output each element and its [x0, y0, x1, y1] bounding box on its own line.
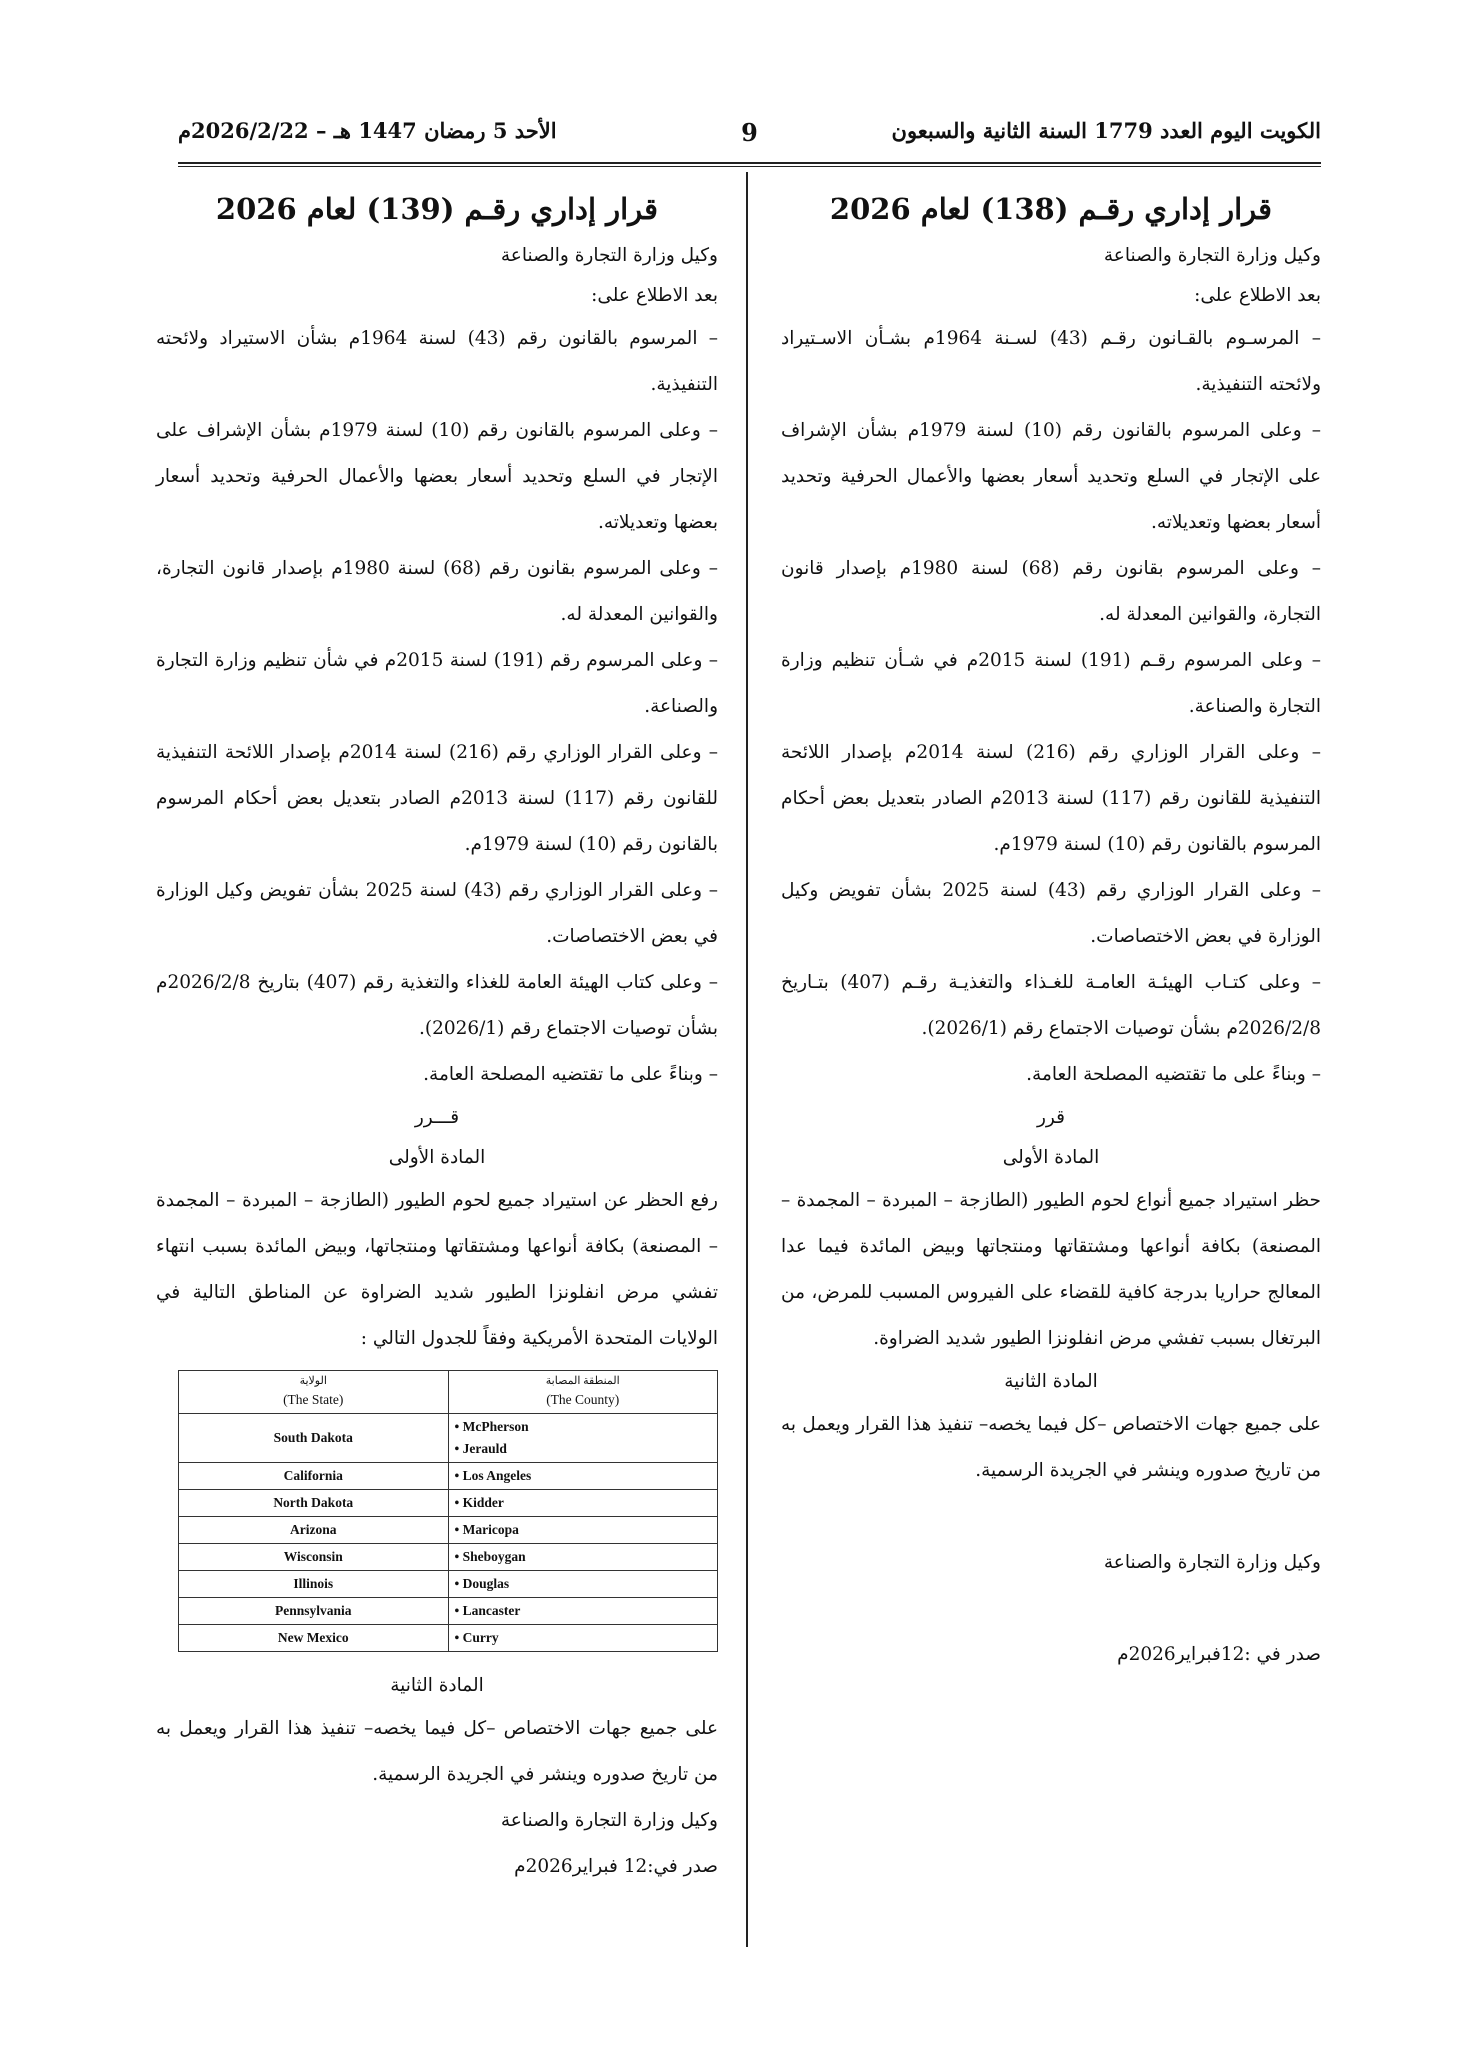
decision-139-article2-heading: المادة الثانية	[390, 1675, 484, 1696]
decision-139-article1-text: رفع الحظر عن استيراد جميع لحوم الطيور (الطازجة – المبردة – المجمدة – المصنعة) بكافة أنواعها ومشتقاتها ومنتجاتها، وبيض المائدة بسبب انتهاء تفشي مرض انفلونزا الطيور شديد الضراوة عن المناطق التالية في الولايات المتحدة الأمريكية وفقاً للجدول التالي :	[156, 1190, 718, 1349]
decision-138-article2-text: على جميع جهات الاختصاص –كل فيما يخصه– تنفيذ هذا القرار ويعمل به من تاريخ صدوره وينشر في الجريدة الرسمية.	[781, 1414, 1321, 1481]
county-item: • Jerauld	[454, 1441, 507, 1456]
table-row	[179, 1517, 718, 1544]
county-cell: • Douglas	[448, 1571, 718, 1598]
decision-139-signature: وكيل وزارة التجارة والصناعة	[500, 1810, 718, 1831]
decision-138-issuer: وكيل وزارة التجارة والصناعة	[1103, 245, 1321, 266]
decision-139-recital: – وعلى المرسوم بالقانون رقم (10) لسنة 1979م بشأن الإشراف على الإتجار في السلع وتحديد أسعار بعضها والأعمال الحرفية وتحديد أسعار بعضها وتعديلاته.	[156, 420, 718, 533]
county-cell: • Los Angeles	[448, 1463, 718, 1490]
decision-139-issued: صدر في:12 فبراير2026م	[514, 1856, 718, 1877]
county-cell: • Kidder	[448, 1490, 718, 1517]
decision-139-after-review: بعد الاطلاع على:	[591, 285, 718, 306]
decision-138-recital: – وبناءً على ما تقتضيه المصلحة العامة.	[1026, 1064, 1321, 1085]
county-cell: • Lancaster	[448, 1598, 718, 1625]
state-cell: Pennsylvania	[179, 1598, 449, 1625]
decision-139-recital: – وعلى كتاب الهيئة العامة للغذاء والتغذية رقم (407) بتاريخ 2026/2/8م بشأن توصيات الاجتماع رقم (2026/1).	[156, 972, 718, 1039]
decision-138-decided: قرر	[1037, 1107, 1065, 1128]
county-cell: • Curry	[448, 1625, 718, 1652]
table-row	[179, 1571, 718, 1598]
page-header	[178, 118, 1321, 158]
column-divider	[746, 172, 748, 1947]
decision-139-recital: – وبناءً على ما تقتضيه المصلحة العامة.	[423, 1064, 718, 1085]
state-column-header	[179, 1371, 449, 1414]
decision-138-after-review: بعد الاطلاع على:	[1194, 285, 1321, 306]
state-cell: North Dakota	[179, 1490, 449, 1517]
decision-139	[156, 182, 718, 1890]
decision-138-title: قرار إداري رقـم (138) لعام 2026	[829, 192, 1273, 226]
decision-139-recital: – وعلى المرسوم رقم (191) لسنة 2015م في شأن تنظيم وزارة التجارة والصناعة.	[156, 650, 718, 717]
state-cell: South Dakota	[179, 1414, 449, 1463]
county-item: • McPherson	[454, 1419, 529, 1434]
state-header-en: (The State)	[283, 1392, 344, 1407]
page-number: 9	[741, 118, 758, 147]
table-header-row	[179, 1371, 718, 1414]
decision-138-issued: صدر في :12فبراير2026م	[1117, 1644, 1321, 1665]
decision-138-recital: – وعلى كتـاب الهيئـة العامـة للغـذاء والتغذيـة رقـم (407) بتـاريخ 2026/2/8م بشأن توصيات الاجتماع رقم (2026/1).	[781, 972, 1321, 1039]
decision-139-issuer: وكيل وزارة التجارة والصناعة	[500, 245, 718, 266]
header-rule	[178, 162, 1321, 164]
decision-139-recital: – المرسوم بالقانون رقم (43) لسنة 1964م بشأن الاستيراد ولائحته التنفيذية.	[156, 328, 719, 395]
table-row	[179, 1414, 718, 1463]
county-cell: • Sheboygan	[448, 1544, 718, 1571]
decision-139-recital: – وعلى القرار الوزاري رقم (216) لسنة 2014م بإصدار اللائحة التنفيذية للقانون رقم (117) لسنة 2013م الصادر بتعديل بعض أحكام المرسوم بالقانون رقم (10) لسنة 1979م.	[156, 742, 718, 855]
affected-areas-table	[178, 1370, 718, 1652]
table-row	[179, 1598, 718, 1625]
county-column-header	[448, 1371, 718, 1414]
table-row	[179, 1490, 718, 1517]
gazette-issue-info: الكويت اليوم العدد 1779 السنة الثانية والسبعون	[891, 118, 1321, 143]
state-cell: Arizona	[179, 1517, 449, 1544]
table-row	[179, 1544, 718, 1571]
decision-138-recital: – المرسـوم بالقـانون رقـم (43) لسـنة 1964م بشـأن الاسـتيراد ولائحته التنفيذية.	[781, 328, 1321, 395]
header-rule-thin	[178, 166, 1321, 167]
state-cell: New Mexico	[179, 1625, 449, 1652]
decision-138-recital: – وعلى القرار الوزاري رقم (43) لسنة 2025 بشأن تفويض وكيل الوزارة في بعض الاختصاصات.	[781, 880, 1322, 947]
decision-138-recital: – وعلى المرسوم بالقانون رقم (10) لسنة 1979م بشأن الإشراف على الإتجار في السلع وتحديد أسعار بعضها والأعمال الحرفية وتحديد أسعار بعضها وتعديلاته.	[781, 420, 1321, 533]
decision-139-article1-heading: المادة الأولى	[388, 1147, 486, 1168]
table-row	[179, 1463, 718, 1490]
county-header-ar: المنطقة المصابة	[545, 1375, 620, 1387]
decision-139-article2-text: على جميع جهات الاختصاص –كل فيما يخصه– تنفيذ هذا القرار ويعمل به من تاريخ صدوره وينشر في الجريدة الرسمية.	[156, 1718, 718, 1785]
state-cell: California	[179, 1463, 449, 1490]
state-cell: Illinois	[179, 1571, 449, 1598]
decision-138-recital: – وعلى المرسوم بقانون رقم (68) لسنة 1980م بإصدار قانون التجارة، والقوانين المعدلة له.	[781, 558, 1321, 625]
decision-139-title: قرار إداري رقـم (139) لعام 2026	[215, 192, 659, 226]
county-cell	[448, 1414, 718, 1463]
decision-139-decided: قـــرر	[414, 1107, 460, 1128]
state-header-ar: الولاية	[299, 1375, 327, 1387]
decision-138-article1-heading: المادة الأولى	[1002, 1147, 1100, 1168]
decision-138-article1-text: حظر استيراد جميع أنواع لحوم الطيور (الطازجة – المبردة – المجمدة – المصنعة) بكافة أنواعها ومشتقاتها ومنتجاتها وبيض المائدة فيما عدا المعالج حراريا بدرجة كافية للقضاء على الفيروس المسبب للمرض، من البرتغال بسبب تفشي مرض انفلونزا الطيور شديد الضراوة.	[781, 1190, 1321, 1349]
county-cell: • Maricopa	[448, 1517, 718, 1544]
decision-138-recital: – وعلى المرسوم رقـم (191) لسنة 2015م في شـأن تنظيم وزارة التجارة والصناعة.	[781, 650, 1321, 717]
county-header-en: (The County)	[546, 1392, 620, 1407]
issue-date: الأحد 5 رمضان 1447 هـ – 2026/2/22م	[178, 118, 557, 143]
table-row	[179, 1625, 718, 1652]
decision-138-signature: وكيل وزارة التجارة والصناعة	[1103, 1552, 1321, 1573]
decision-139-recital: – وعلى المرسوم بقانون رقم (68) لسنة 1980م بإصدار قانون التجارة، والقوانين المعدلة له.	[156, 558, 718, 625]
decision-138	[781, 182, 1321, 1678]
state-cell: Wisconsin	[179, 1544, 449, 1571]
decision-138-article2-heading: المادة الثانية	[1004, 1371, 1098, 1392]
decision-138-recital: – وعلى القرار الوزاري رقم (216) لسنة 2014م بإصدار اللائحة التنفيذية للقانون رقم (117) لسنة 2013م الصادر بتعديل بعض أحكام المرسوم بالقانون رقم (10) لسنة 1979م.	[781, 742, 1321, 855]
decision-139-recital: – وعلى القرار الوزاري رقم (43) لسنة 2025 بشأن تفويض وكيل الوزارة في بعض الاختصاصات.	[156, 880, 718, 947]
